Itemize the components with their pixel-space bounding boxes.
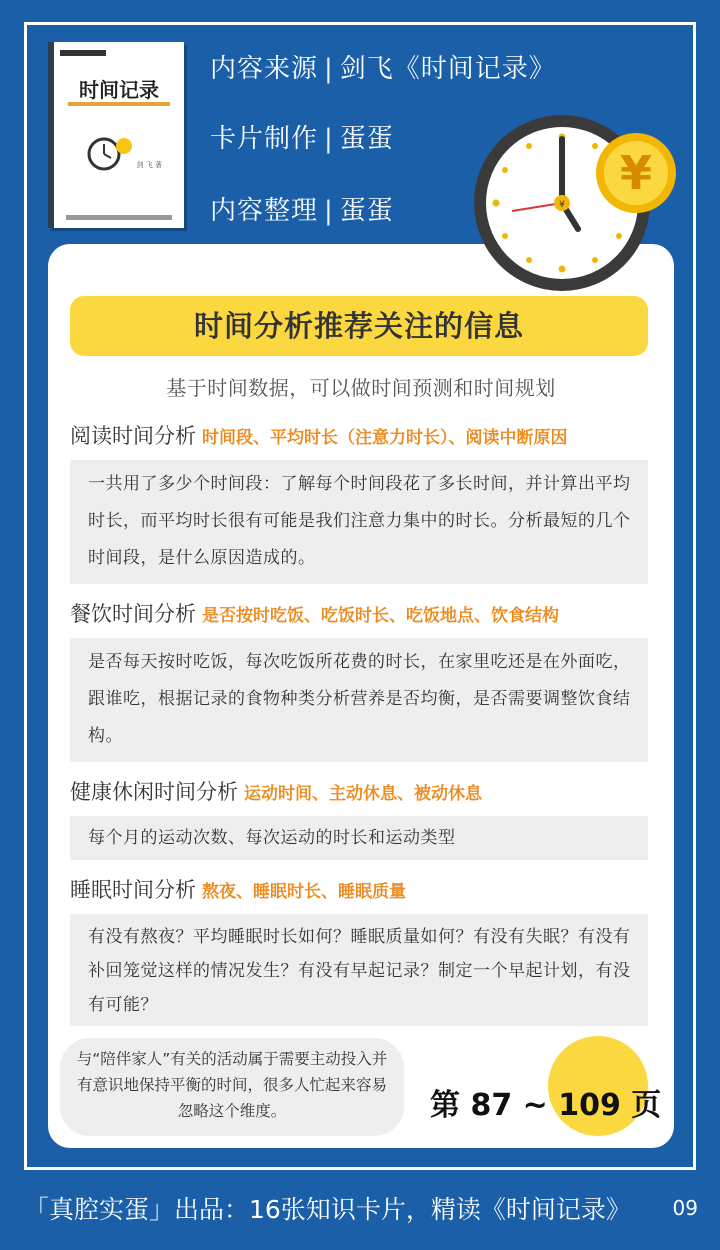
card-title: 时间分析推荐关注的信息	[70, 296, 648, 356]
page-range: 第 87 ~ 109 页	[430, 1088, 662, 1123]
section-body-reading: 一共用了多少个时间段：了解每个时间段花了多长时间，并计算出平均时长，而平均时长很有可能是我们注意力集中的时长。分析最短的几个时间段，是什么原因造成的。	[70, 460, 648, 584]
section-heading-text: 阅读时间分析	[70, 424, 196, 448]
credit-label: 内容整理	[210, 196, 319, 226]
credit-value: 剑飞《时间记录》	[339, 54, 556, 84]
section-heading-reading	[70, 420, 568, 450]
section-highlight: 时间段、平均时长（注意力时长）、阅读中断原因	[202, 428, 568, 448]
credit-label: 卡片制作	[210, 124, 319, 154]
section-highlight: 熬夜、睡眠时长、睡眠质量	[202, 882, 406, 902]
publisher-logo	[60, 50, 106, 56]
credit-label: 内容来源	[210, 54, 319, 84]
credit-separator: |	[324, 124, 334, 154]
book-cover-image	[48, 42, 184, 228]
book-footer-logos	[66, 215, 172, 220]
credit-value: 蛋蛋	[339, 196, 394, 226]
section-body-leisure: 每个月的运动次数、每次运动的时长和运动类型	[70, 816, 648, 860]
clock-center-coin-symbol: ¥	[559, 200, 565, 210]
book-cover-title: 时间记录	[79, 78, 159, 102]
page-number: 09	[672, 1196, 698, 1220]
family-time-note: 与“陪伴家人”有关的活动属于需要主动投入并有意识地保持平衡的时间，很多人忙起来容易忽略这个维度。	[60, 1038, 404, 1136]
book-clock-icon	[86, 132, 136, 172]
credit-separator: |	[324, 54, 334, 84]
section-highlight: 运动时间、主动休息、被动休息	[244, 784, 482, 804]
section-heading-text: 睡眠时间分析	[70, 878, 196, 902]
section-heading-sleep	[70, 874, 406, 904]
section-heading-leisure	[70, 776, 482, 806]
clock-icon	[470, 105, 680, 295]
section-highlight: 是否按时吃饭、吃饭时长、吃饭地点、饮食结构	[202, 606, 559, 626]
section-body-sleep: 有没有熬夜？平均睡眠时长如何？睡眠质量如何？有没有失眠？有没有补回笼觉这样的情况发生？有没有早起记录？制定一个早起计划，有没有可能？	[70, 914, 648, 1026]
book-author: 剑 飞 著	[136, 161, 162, 169]
section-body-dining: 是否每天按时吃饭，每次吃饭所花费的时长，在家里吃还是在外面吃，跟谁吃，根据记录的食物种类分析营养是否均衡，是否需要调整饮食结构。	[70, 638, 648, 762]
credit-separator: |	[324, 196, 334, 226]
footer-text: 「真腔实蛋」出品：16张知识卡片，精读《时间记录》	[24, 1195, 631, 1224]
book-cover-subtitle-bar	[68, 102, 170, 106]
section-heading-text: 健康休闲时间分析	[70, 780, 238, 804]
yen-coin-icon: ¥	[619, 146, 653, 200]
section-heading-dining	[70, 598, 559, 628]
card-subtitle: 基于时间数据，可以做时间预测和时间规划	[166, 376, 556, 400]
credit-value: 蛋蛋	[339, 124, 394, 154]
credit-editor	[210, 190, 394, 227]
credit-card-maker	[210, 118, 394, 155]
credit-source	[210, 48, 556, 85]
section-heading-text: 餐饮时间分析	[70, 602, 196, 626]
